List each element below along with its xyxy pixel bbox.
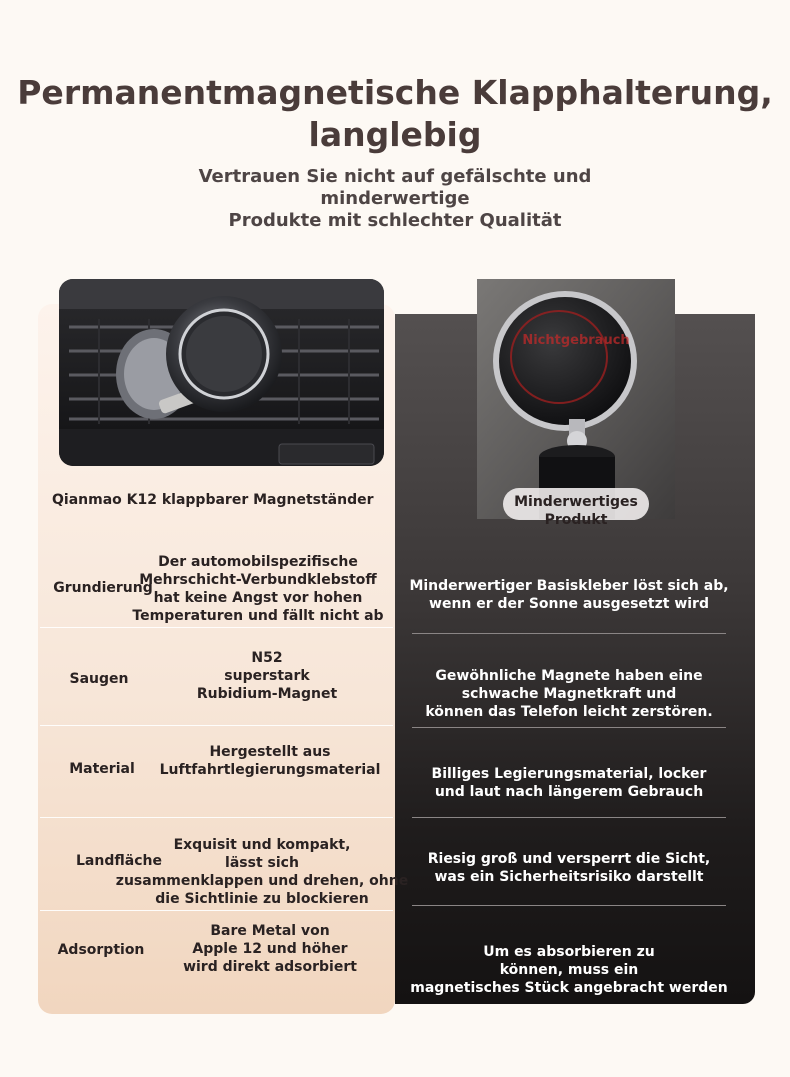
inferior-line: Riesig groß und versperrt die Sicht, bbox=[427, 851, 711, 867]
desc-line: wird direkt adsorbiert bbox=[183, 959, 357, 975]
desc-line: Temperaturen und fällt nicht ab bbox=[132, 608, 384, 624]
row-desc-material bbox=[130, 743, 410, 779]
desc-line: Mehrschicht-Verbundklebstoff bbox=[139, 572, 377, 588]
desc-line: Luftfahrtlegierungsmaterial bbox=[159, 762, 381, 778]
desc-line: zusammenklappen und drehen, ohne bbox=[115, 873, 409, 889]
subtitle-line: Produkte mit schlechter Qualität bbox=[228, 210, 562, 231]
car-vent-magnetic-mount-icon bbox=[59, 279, 384, 466]
desc-line: Apple 12 und höher bbox=[192, 941, 348, 957]
page-subtitle bbox=[160, 166, 630, 232]
row-divider bbox=[40, 817, 393, 818]
row-divider bbox=[412, 633, 726, 634]
inferior-row-landflaeche bbox=[408, 850, 730, 886]
inferior-line: können, muss ein bbox=[499, 962, 639, 978]
inferior-line: und laut nach längerem Gebrauch bbox=[434, 784, 704, 800]
row-label-grundierung: Grundierung bbox=[53, 580, 153, 596]
badge-line: Produkt bbox=[544, 512, 608, 528]
inferior-badge-text bbox=[503, 493, 649, 529]
inferior-row-material bbox=[408, 765, 730, 801]
inferior-line: Gewöhnliche Magnete haben eine bbox=[435, 668, 703, 684]
desc-line: Exquisit und kompakt, bbox=[173, 837, 351, 853]
row-divider bbox=[40, 627, 393, 628]
inferior-line: können das Telefon leicht zerstören. bbox=[425, 704, 713, 720]
inferior-line: Minderwertiger Basiskleber löst sich ab, bbox=[409, 578, 729, 594]
desc-line: Bare Metal von bbox=[210, 923, 330, 939]
inferior-line: Um es absorbieren zu bbox=[483, 944, 655, 960]
product-name: Qianmao K12 klappbarer Magnetständer bbox=[52, 492, 374, 508]
row-desc-landflaeche bbox=[112, 836, 412, 908]
inferior-line: schwache Magnetkraft und bbox=[461, 686, 677, 702]
inferior-image-overlay: Nichtgebrauch bbox=[522, 333, 630, 348]
page-title-text: Permanentmagnetische Klapphalterung, langlebig bbox=[17, 73, 773, 154]
desc-line: hat keine Angst vor hohen bbox=[153, 590, 363, 606]
desc-line: N52 bbox=[251, 650, 283, 666]
inferior-line: wenn er der Sonne ausgesetzt wird bbox=[429, 596, 709, 612]
page-title bbox=[0, 72, 790, 156]
desc-line: Der automobilspezifische bbox=[158, 554, 358, 570]
desc-line: die Sichtlinie zu blockieren bbox=[155, 891, 369, 907]
row-label-material: Material bbox=[69, 761, 135, 777]
desc-line: superstark bbox=[224, 668, 310, 684]
inferior-row-saugen bbox=[408, 667, 730, 721]
subtitle-line: Vertrauen Sie nicht auf gefälschte und bbox=[198, 166, 592, 187]
row-label-landflaeche: Landfläche bbox=[76, 853, 162, 869]
dashboard-magnetic-mount-icon bbox=[477, 279, 675, 519]
row-label-adsorption: Adsorption bbox=[57, 942, 145, 958]
row-desc-grundierung bbox=[118, 553, 398, 625]
row-divider bbox=[412, 817, 726, 818]
inferior-row-adsorption bbox=[408, 943, 730, 997]
product-image bbox=[59, 279, 384, 466]
row-label-saugen: Saugen bbox=[69, 671, 129, 687]
inferior-line: was ein Sicherheitsrisiko darstellt bbox=[434, 869, 704, 885]
desc-line: lässt sich bbox=[225, 855, 299, 871]
inferior-product-image bbox=[477, 279, 675, 519]
row-desc-saugen bbox=[127, 649, 407, 703]
desc-line: Rubidium-Magnet bbox=[196, 686, 338, 702]
inferior-row-grundierung bbox=[408, 577, 730, 613]
row-divider bbox=[412, 905, 726, 906]
row-divider bbox=[412, 727, 726, 728]
inferior-line: Billiges Legierungsmaterial, locker bbox=[431, 766, 707, 782]
row-desc-adsorption bbox=[130, 922, 410, 976]
row-divider bbox=[40, 725, 393, 726]
subtitle-line: minderwertige bbox=[320, 188, 470, 209]
row-divider bbox=[40, 910, 393, 911]
badge-line: Minderwertiges bbox=[514, 494, 638, 510]
desc-line: Hergestellt aus bbox=[209, 744, 331, 760]
inferior-line: magnetisches Stück angebracht werden bbox=[410, 980, 728, 996]
